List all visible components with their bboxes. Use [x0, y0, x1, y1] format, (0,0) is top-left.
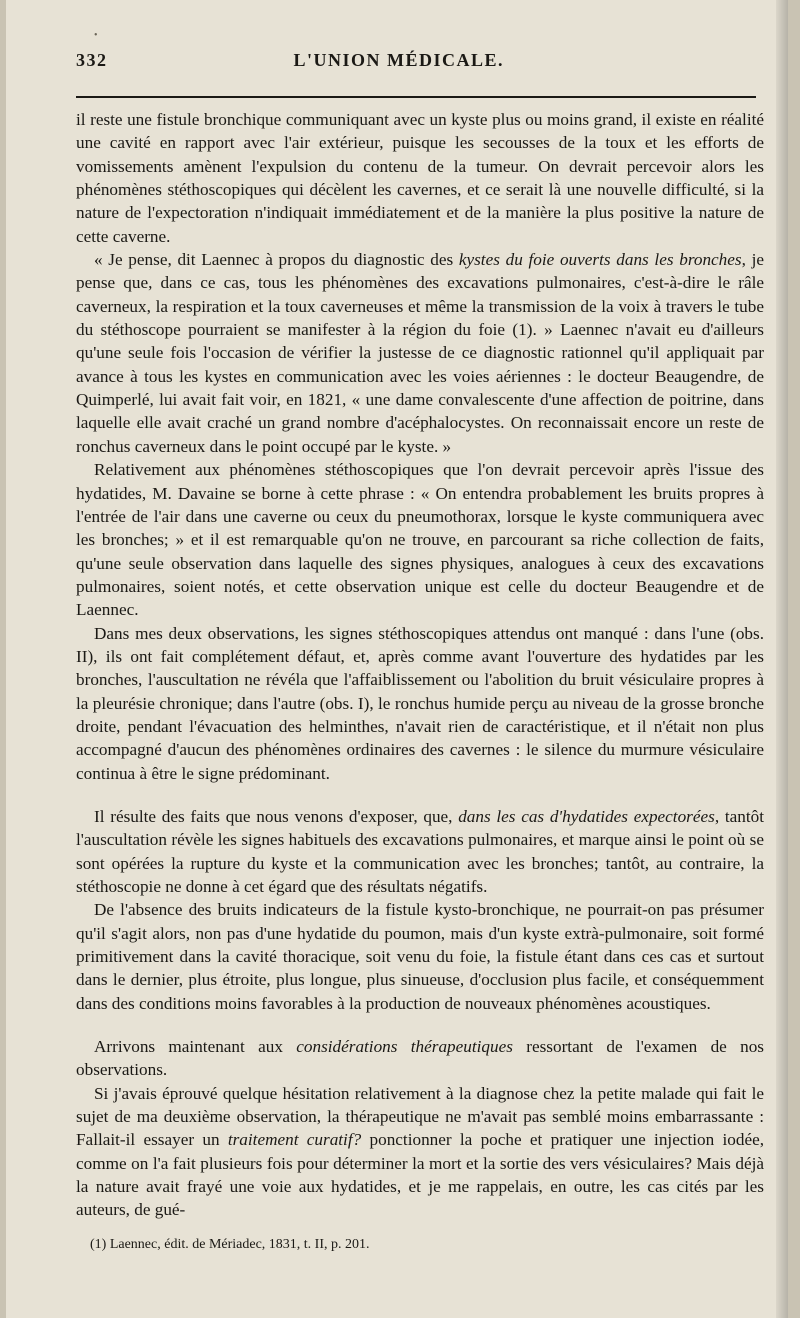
text-run: Dans mes deux observations, les signes stéthoscopiques attendus ont manqué : dans l'une (obs. II), ils ont fait complétement défaut, et, après comme avant l'ouverture des hydatides par les bronches, l'auscultation ne révéla que l'affaiblissement ou l'abolition du bruit vésiculaire propres à la pleurésie chronique; dans l'autre (obs. I), le ronchus humide perçu au niveau de la grosse bronche droite, pendant l'évacuation des helminthes, n'avait rien de caractéristique, et il n'était non plus accompagné d'aucun des phénomènes ordinaires des cavernes : le silence du murmure vésiculaire continua à être le signe prédominant.: [76, 623, 764, 783]
header-rule: [76, 96, 756, 98]
paragraph: [76, 1082, 764, 1222]
journal-title: L'UNION MÉDICALE.: [293, 50, 505, 70]
text-run: , tantôt l'auscultation révèle les signes habituels des excavations pulmonaires, et marque ainsi le point où se sont opérées la rupture du kyste et la communication avec les bronches; tantôt, au contraire, la stéthoscopie ne donne à cet égard que des résultats négatifs.: [76, 806, 764, 896]
text-run: ponctionner la poche et pratiquer une injection iodée, comme on l'a fait plusieurs fois pour déterminer la mort et la sortie des vers vésiculaires? Mais déjà la nature avait frayé une voie aux hydatides, et je me rappelais, en outre, les cas cités par les auteurs, de gué-: [76, 1130, 765, 1220]
print-mark: •: [94, 30, 98, 41]
italic-phrase: traitement curatif?: [227, 1130, 362, 1150]
paragraph: [76, 458, 764, 621]
paragraph: [76, 898, 764, 1015]
text-run: « Je pense, dit Laennec à propos du diagnostic des: [94, 250, 459, 270]
text-run: Il résulte des faits que nous venons d'exposer, que,: [94, 806, 459, 826]
text-run: Arrivons maintenant aux: [94, 1037, 297, 1057]
italic-phrase: dans les cas d'hydatides expectorées: [458, 806, 715, 826]
book-page: [6, 0, 788, 1318]
italic-phrase: considérations thérapeutiques: [296, 1037, 513, 1057]
running-head: [76, 50, 750, 90]
text-run: ressortant de l'examen de nos observations.: [76, 1037, 764, 1080]
text-run: Si j'avais éprouvé quelque hésitation relativement à la diagnose chez la petite malade qui fait le sujet de ma deuxième observation, la thérapeutique ne m'avait pas semblé moins embarrassante : Fallait-il essayer un: [76, 1083, 764, 1150]
italic-phrase: kystes du foie ouverts dans les bronches: [458, 250, 742, 270]
paragraph: [76, 108, 764, 248]
paragraph: [76, 1035, 764, 1082]
text-run: Relativement aux phénomènes stéthoscopiques que l'on devrait percevoir après l'issue des hydatides, M. Davaine se borne à cette phrase : « On entendra probablement les bruits propres à l'entrée de l'air dans une caverne ou ceux du pneumothorax, lorsque le kyste communiquera avec les bronches; » et il est remarquable qu'on ne trouve, en parcourant sa riche collection de faits, qu'une seule observation dans laquelle des signes physiques, analogues à ceux des excavations pulmonaires, soient notés, et cette observation unique est celle du docteur Beaugendre et de Laennec.: [76, 460, 764, 620]
text-run: De l'absence des bruits indicateurs de la fistule kysto-bronchique, ne pourrait-on pas présumer qu'il s'agit alors, non pas d'une hydatide du poumon, mais d'un kyste extrà-pulmonaire, soit formé primitivement dans la cavité thoracique, soit venu du foie, la fistule étant dans ces cas et surtout dans le dernier, plus étroite, plus longue, plus sinueuse, d'occlusion plus facile, et conséquemment dans des conditions moins favorables à la production de nouveaux phénomènes acoustiques.: [76, 900, 764, 1013]
page-edge-shadow: [776, 0, 788, 1318]
paragraph: [76, 248, 764, 458]
paragraph: [76, 622, 764, 785]
text-run: il reste une fistule bronchique communiquant avec un kyste plus ou moins grand, il existe en réalité une cavité en rapport avec l'air extérieur, puisque les secousses de la toux et les efforts de vomissements amènent l'expulsion du contenu de la tumeur. On devrait percevoir alors les phénomènes stéthoscopiques qui décèlent les cavernes, et ce serait là une nouvelle difficulté, si la nature de l'expectoration n'indiquait immédiatement et de la manière la plus positive la nature de cette caverne.: [76, 110, 764, 246]
footnote: (1) Laennec, édit. de Mériadec, 1831, t. II, p. 201.: [90, 1236, 370, 1252]
article-body: [76, 108, 764, 1222]
text-run: , je pense que, dans ce cas, tous les phénomènes des excavations pulmonaires, c'est-à-dire le râle caverneux, la respiration et la toux caverneuses et même la transmission de la voix à travers le tube du stéthoscope pourraient se manifester à la région du foie (1). » Laennec n'avait eu d'ailleurs qu'une seule fois l'occasion de vérifier la justesse de ce diagnostic rationnel qu'il appliquait par avance à tous les kystes en communication avec les voies aériennes : le docteur Beaugendre, de Quimperlé, lui avait fait voir, en 1821, « une dame convalescente d'une affection de poitrine, dans laquelle elle avait craché un grand nombre d'acéphalocystes. On reconnaissait encore un reste de ronchus caverneux dans le point occupé par le kyste. »: [76, 250, 764, 456]
paragraph: [76, 805, 764, 898]
page-number: 332: [76, 50, 108, 70]
